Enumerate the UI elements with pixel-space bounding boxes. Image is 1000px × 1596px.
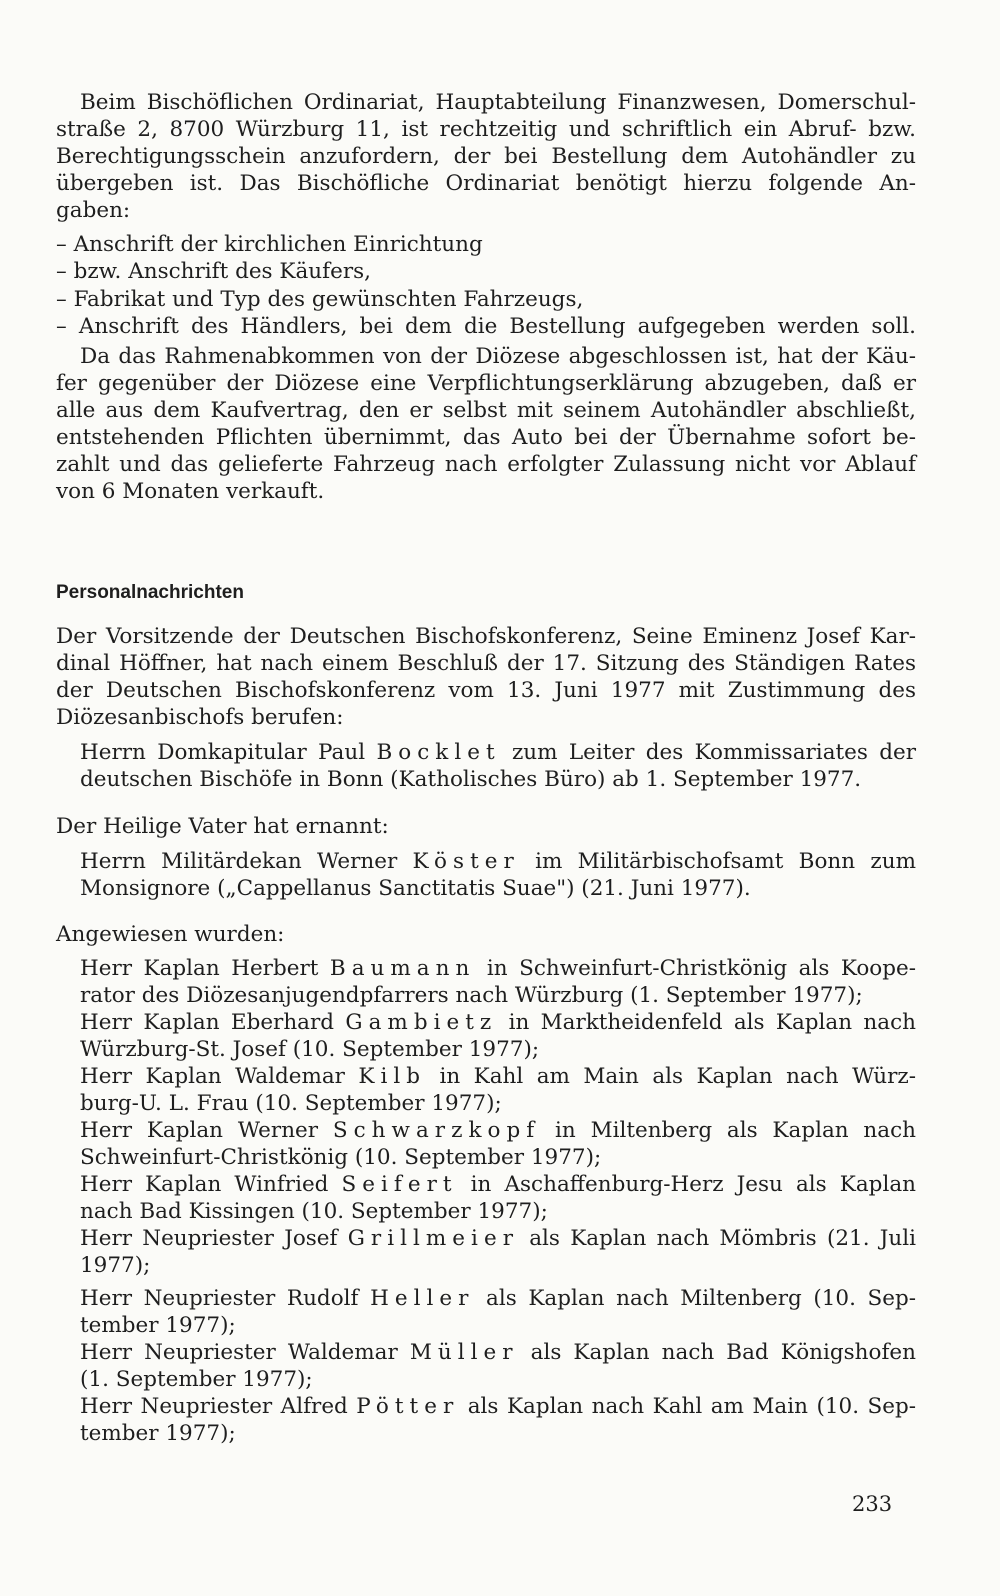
spaced-surname: Baumann (329, 956, 476, 981)
line-text: – bzw. Anschrift des Käufers, (56, 259, 371, 284)
line-text: – Anschrift der kirchlichen Einrichtung (56, 232, 483, 257)
line-text: Herr Neupriester Alfred (80, 1394, 357, 1419)
page-number: 233 (852, 1492, 893, 1516)
line-text: Herrn Domkapitular Paul (80, 740, 377, 765)
spaced-surname: Schwarzkopf (332, 1118, 541, 1143)
text-line (0, 650, 1000, 678)
text-line (0, 955, 1000, 983)
spaced-surname: Heller (370, 1286, 475, 1311)
line-text: entstehenden Pflichten übernimmt, das Auto bei der Übernahme sofort be- (56, 425, 916, 450)
line-text: deutschen Bischöfe in Bonn (Katholisches Büro) ab 1. September 1977. (80, 767, 862, 792)
text-line (0, 1117, 1000, 1145)
line-text: übergeben ist. Das Bischöfliche Ordinariat benötigt hierzu folgende An- (56, 171, 916, 196)
line-text-continued: in Kahl am Main als Kaplan nach Würz- (426, 1064, 917, 1089)
line-text: Monsignore („Cappellanus Sanctitatis Suae") (21. Juni 1977). (80, 876, 751, 901)
text-line (0, 1420, 1000, 1448)
text-line (0, 766, 1000, 794)
line-text: Da das Rahmenabkommen von der Diözese abgeschlossen ist, hat der Käu- (80, 344, 916, 369)
line-text: Der Vorsitzende der Deutschen Bischofskonferenz, Seine Eminenz Josef Kar- (56, 624, 916, 649)
line-text: Herr Kaplan Winfried (80, 1172, 342, 1197)
line-text: Herr Kaplan Waldemar (80, 1064, 359, 1089)
text-line (0, 397, 1000, 425)
line-text: alle aus dem Kaufvertrag, den er selbst mit seinem Autohändler abschließt, (56, 398, 916, 423)
text-line (0, 1036, 1000, 1064)
text-line (0, 343, 1000, 371)
text-line (0, 1063, 1000, 1091)
line-text: tember 1977); (80, 1421, 236, 1446)
line-text-continued: im Militärbischofsamt Bonn zum (519, 849, 916, 874)
line-text: Schweinfurt-Christkönig (10. September 1977); (80, 1145, 602, 1170)
line-text: dinal Höffner, hat nach einem Beschluß der 17. Sitzung des Ständigen Rates (56, 651, 916, 676)
line-text: tember 1977); (80, 1313, 236, 1338)
line-text: – Fabrikat und Typ des gewünschten Fahrzeugs, (56, 287, 584, 312)
text-line (0, 451, 1000, 479)
line-text: Herrn Militärdekan Werner (80, 849, 413, 874)
line-text: Herr Kaplan Herbert (80, 956, 330, 981)
line-text-continued: als Kaplan nach Bad Königshofen (518, 1340, 916, 1365)
line-text: Beim Bischöflichen Ordinariat, Hauptabteilung Finanzwesen, Domerschul- (80, 90, 916, 115)
line-text: Herr Neupriester Waldemar (80, 1340, 410, 1365)
text-line (0, 1225, 1000, 1253)
spaced-surname: Kilb (358, 1064, 427, 1089)
text-line (0, 258, 1000, 286)
text-line (0, 739, 1000, 767)
line-text: zahlt und das gelieferte Fahrzeug nach erfolgter Zulassung nicht vor Ablauf (56, 452, 916, 477)
spaced-surname: Pötter (356, 1394, 460, 1419)
line-text-continued: zum Leiter des Kommissariates der (500, 740, 916, 765)
text-line (0, 1171, 1000, 1199)
line-text: Würzburg-St. Josef (10. September 1977); (80, 1037, 540, 1062)
text-line (0, 1198, 1000, 1226)
text-line (0, 1366, 1000, 1394)
line-text: (1. September 1977); (80, 1367, 313, 1392)
spaced-surname: Köster (412, 849, 520, 874)
text-line (0, 170, 1000, 198)
line-text: burg-U. L. Frau (10. September 1977); (80, 1091, 502, 1116)
line-text-continued: in Aschaffenburg-Herz Jesu als Kaplan (457, 1172, 916, 1197)
text-line (0, 1252, 1000, 1280)
text-line (0, 1285, 1000, 1313)
spaced-surname: Grillmeier (347, 1226, 519, 1251)
text-line (0, 848, 1000, 876)
text-line (0, 286, 1000, 314)
text-line (0, 231, 1000, 259)
line-text: Diözesanbischofs berufen: (56, 705, 344, 730)
line-text: von 6 Monaten verkauft. (56, 479, 325, 504)
line-text: Herr Kaplan Eberhard (80, 1010, 346, 1035)
line-text: Herr Neupriester Josef (80, 1226, 348, 1251)
line-text-continued: als Kaplan nach Mömbris (21. Juli (519, 1226, 916, 1251)
text-line (0, 1144, 1000, 1172)
line-text: straße 2, 8700 Würzburg 11, ist rechtzeitig und schriftlich ein Abruf- bzw. (56, 117, 916, 142)
spaced-surname: Müller (409, 1340, 519, 1365)
text-line (0, 370, 1000, 398)
line-text-continued: in Schweinfurt-Christkönig als Koope- (475, 956, 916, 981)
line-text: Personalnachrichten (56, 582, 244, 603)
text-line (0, 1393, 1000, 1421)
spaced-surname: Seifert (341, 1172, 458, 1197)
text-line (0, 1009, 1000, 1037)
line-text: Berechtigungsschein anzufordern, der bei Bestellung dem Autohändler zu (56, 144, 916, 169)
text-line (0, 623, 1000, 651)
text-line (0, 982, 1000, 1010)
line-text: gaben: (56, 198, 131, 223)
line-text: Herr Neupriester Rudolf (80, 1286, 371, 1311)
line-text: nach Bad Kissingen (10. September 1977); (80, 1199, 548, 1224)
text-line (0, 143, 1000, 171)
line-text-continued: in Marktheidenfeld als Kaplan nach (497, 1010, 916, 1035)
spaced-surname: Bocklet (376, 740, 501, 765)
spaced-surname: Gambietz (345, 1010, 498, 1035)
text-line (0, 197, 1000, 225)
line-text: Angewiesen wurden: (56, 922, 285, 947)
line-text: – Anschrift des Händlers, bei dem die Bestellung aufgegeben werden soll. (56, 314, 916, 339)
text-line (0, 875, 1000, 903)
text-line (0, 813, 1000, 841)
text-line (0, 313, 1000, 341)
text-line (0, 1339, 1000, 1367)
text-line (0, 1090, 1000, 1118)
text-line (0, 116, 1000, 144)
line-text: fer gegenüber der Diözese eine Verpflichtungserklärung abzugeben, daß er (56, 371, 916, 396)
line-text: der Deutschen Bischofskonferenz vom 13. Juni 1977 mit Zustimmung des (56, 678, 916, 703)
line-text: rator des Diözesanjugendpfarrers nach Würzburg (1. September 1977); (80, 983, 863, 1008)
text-line (0, 1312, 1000, 1340)
line-text-continued: in Miltenberg als Kaplan nach (540, 1118, 916, 1143)
line-text: 1977); (80, 1253, 151, 1278)
line-text: Herr Kaplan Werner (80, 1118, 333, 1143)
line-text-continued: als Kaplan nach Kahl am Main (10. Sep- (459, 1394, 916, 1419)
text-line (0, 677, 1000, 705)
text-line (0, 89, 1000, 117)
text-line (0, 424, 1000, 452)
text-line (0, 704, 1000, 732)
line-text: Der Heilige Vater hat ernannt: (56, 814, 389, 839)
text-line (0, 921, 1000, 949)
line-text-continued: als Kaplan nach Miltenberg (10. Sep- (474, 1286, 916, 1311)
section-heading (0, 579, 1000, 607)
text-line (0, 478, 1000, 506)
